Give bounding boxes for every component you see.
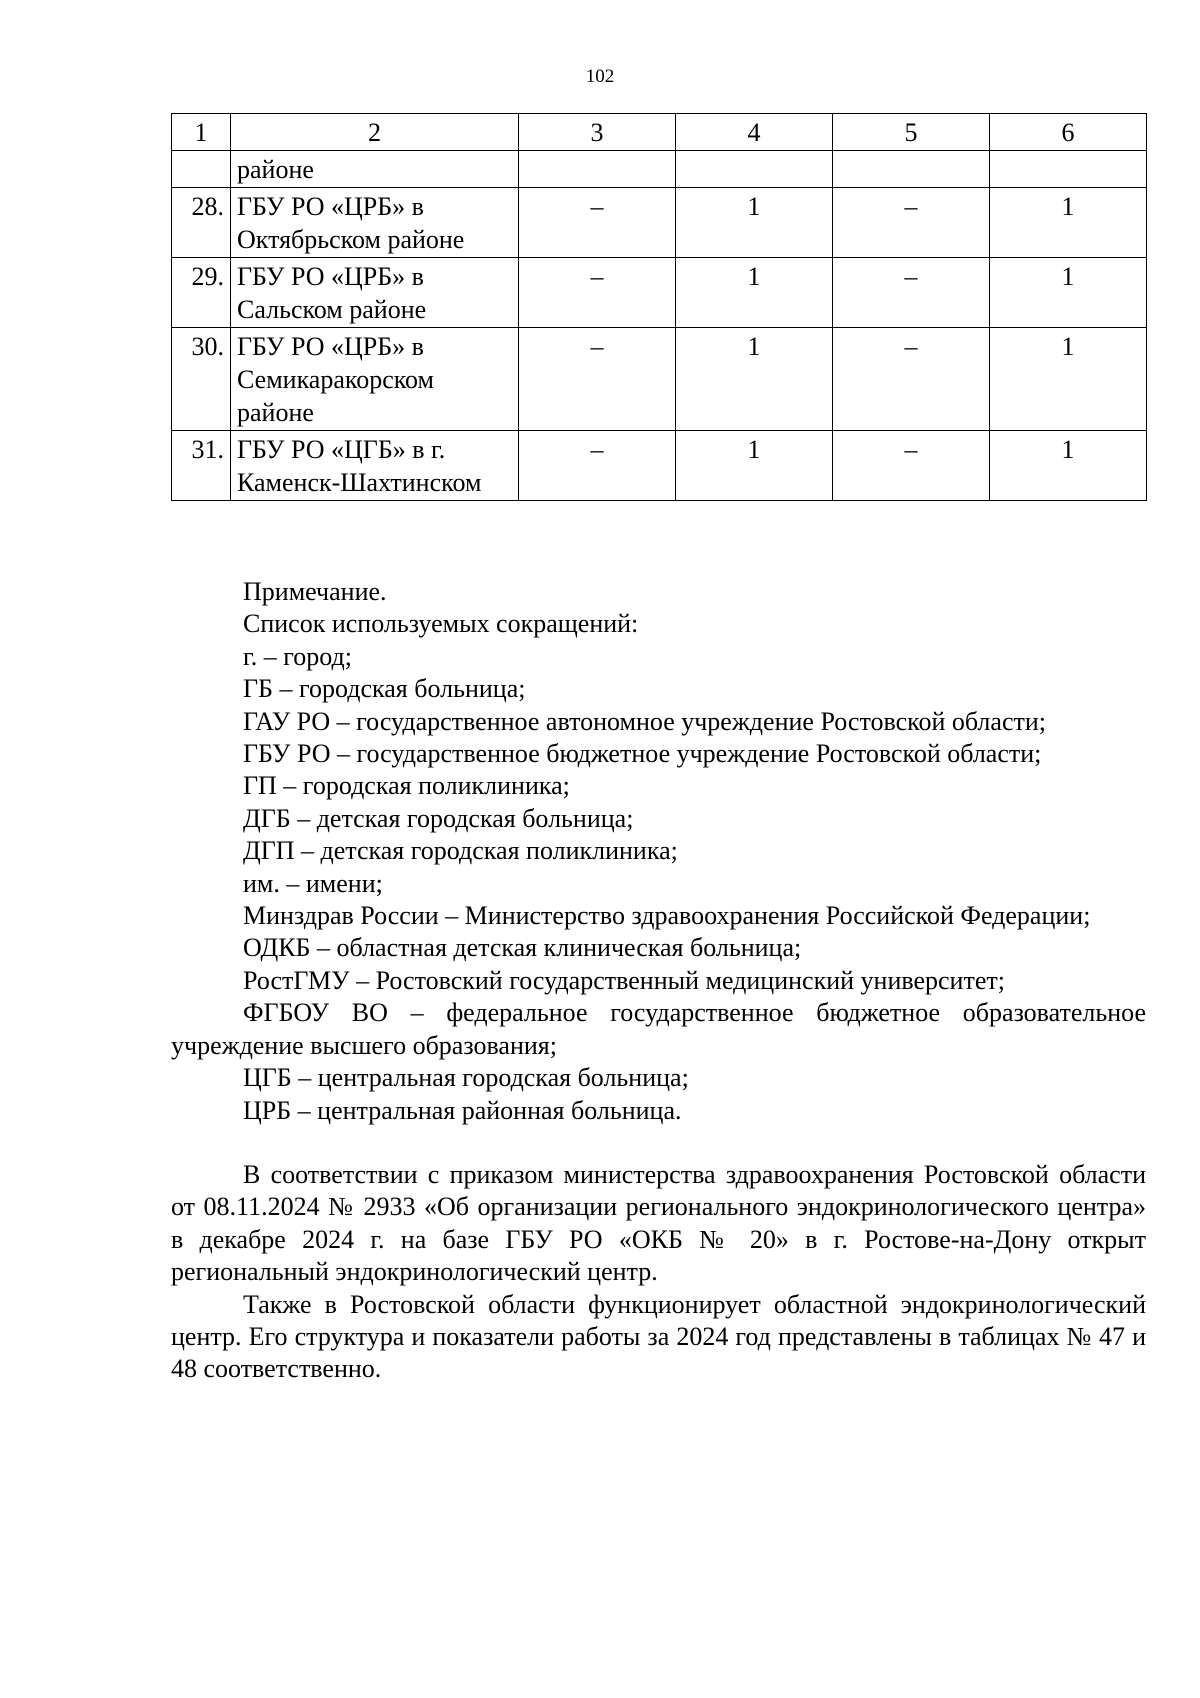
institution-name: ГБУ РО «ЦГБ» в г. Каменск-Шахтинском <box>231 431 519 501</box>
table-header-row <box>172 114 1147 151</box>
column-header: 5 <box>833 114 990 151</box>
abbreviation-item: Минздрав России – Министерство здравоохранения Российской Федерации; <box>243 901 1091 931</box>
abbreviations-title: Список используемых сокращений: <box>243 609 639 639</box>
column-header: 3 <box>519 114 676 151</box>
cell-col5: – <box>833 431 990 501</box>
institution-name: ГБУ РО «ЦРБ» в Октябрьском районе <box>231 188 519 258</box>
cell-col6: 1 <box>990 328 1147 431</box>
row-number: 31. <box>172 431 231 501</box>
body-text <box>171 1159 1146 1386</box>
cell-col4: 1 <box>676 188 833 258</box>
paragraph: В соответствии с приказом министерства здравоохранения Ростовской области от 08.11.2024 № 2933 «Об организации регионального эндокринологического центра» в декабре 2024 г. на базе ГБУ РО «ОКБ № 20» в г. Ростове-на-Дону открыт региональный эндокринологический центр. <box>171 1159 1146 1287</box>
abbreviation-item: ГАУ РО – государственное автономное учреждение Ростовской области; <box>243 706 1046 736</box>
notes-section <box>171 576 1146 1386</box>
abbreviation-item: РостГМУ – Ростовский государственный медицинский университет; <box>243 965 1005 995</box>
cell-col3 <box>519 151 676 188</box>
cell-col4: 1 <box>676 258 833 328</box>
institution-name: ГБУ РО «ЦРБ» в Сальском районе <box>231 258 519 328</box>
column-header: 2 <box>231 114 519 151</box>
cell-col3: – <box>519 258 676 328</box>
abbreviation-item: ГП – городская поликлиника; <box>243 771 570 801</box>
abbreviation-item: им. – имени; <box>243 868 383 898</box>
cell-col5: – <box>833 328 990 431</box>
row-number: 28. <box>172 188 231 258</box>
abbreviation-item: г. – город; <box>243 641 352 671</box>
row-number <box>172 151 231 188</box>
cell-col6 <box>990 151 1147 188</box>
cell-col4 <box>676 151 833 188</box>
cell-col4: 1 <box>676 431 833 501</box>
institution-name: ГБУ РО «ЦРБ» в Семикаракорском районе <box>231 328 519 431</box>
abbreviation-item: ДГП – детская городская поликлиника; <box>243 836 678 866</box>
abbreviation-item: ГБ – городская больница; <box>243 674 526 704</box>
page-number: 102 <box>585 66 615 87</box>
column-header: 4 <box>676 114 833 151</box>
abbreviation-item: ОДКБ – областная детская клиническая больница; <box>243 933 802 963</box>
abbreviation-item: ФГБОУ ВО – федеральное государственное бюджетное образовательное учреждение высшего образования; <box>171 998 1146 1060</box>
table-row <box>172 328 1147 431</box>
cell-col5: – <box>833 188 990 258</box>
cell-col4: 1 <box>676 328 833 431</box>
table-row <box>172 431 1147 501</box>
cell-col6: 1 <box>990 258 1147 328</box>
abbreviation-item: ЦРБ – центральная районная больница. <box>243 1095 682 1125</box>
note-title: Примечание. <box>243 577 387 606</box>
table-row <box>172 188 1147 258</box>
cell-col6: 1 <box>990 188 1147 258</box>
column-header: 6 <box>990 114 1147 151</box>
abbreviation-item: ЦГБ – центральная городская больница; <box>243 1063 689 1093</box>
cell-col3: – <box>519 431 676 501</box>
column-header: 1 <box>172 114 231 151</box>
cell-col3: – <box>519 188 676 258</box>
abbreviation-item: ДГБ – детская городская больница; <box>243 803 634 833</box>
institution-name: районе <box>231 151 519 188</box>
cell-col5: – <box>833 258 990 328</box>
abbreviation-item: ГБУ РО – государственное бюджетное учреждение Ростовской области; <box>243 739 1042 769</box>
table-row <box>172 258 1147 328</box>
paragraph: Также в Ростовской области функционирует областной эндокринологический центр. Его структура и показатели работы за 2024 год представлены в таблицах № 47 и 48 соответственно. <box>171 1289 1146 1384</box>
cell-col3: – <box>519 328 676 431</box>
cell-col6: 1 <box>990 431 1147 501</box>
table-row <box>172 151 1147 188</box>
cell-col5 <box>833 151 990 188</box>
row-number: 30. <box>172 328 231 431</box>
row-number: 29. <box>172 258 231 328</box>
data-table <box>171 113 1147 501</box>
